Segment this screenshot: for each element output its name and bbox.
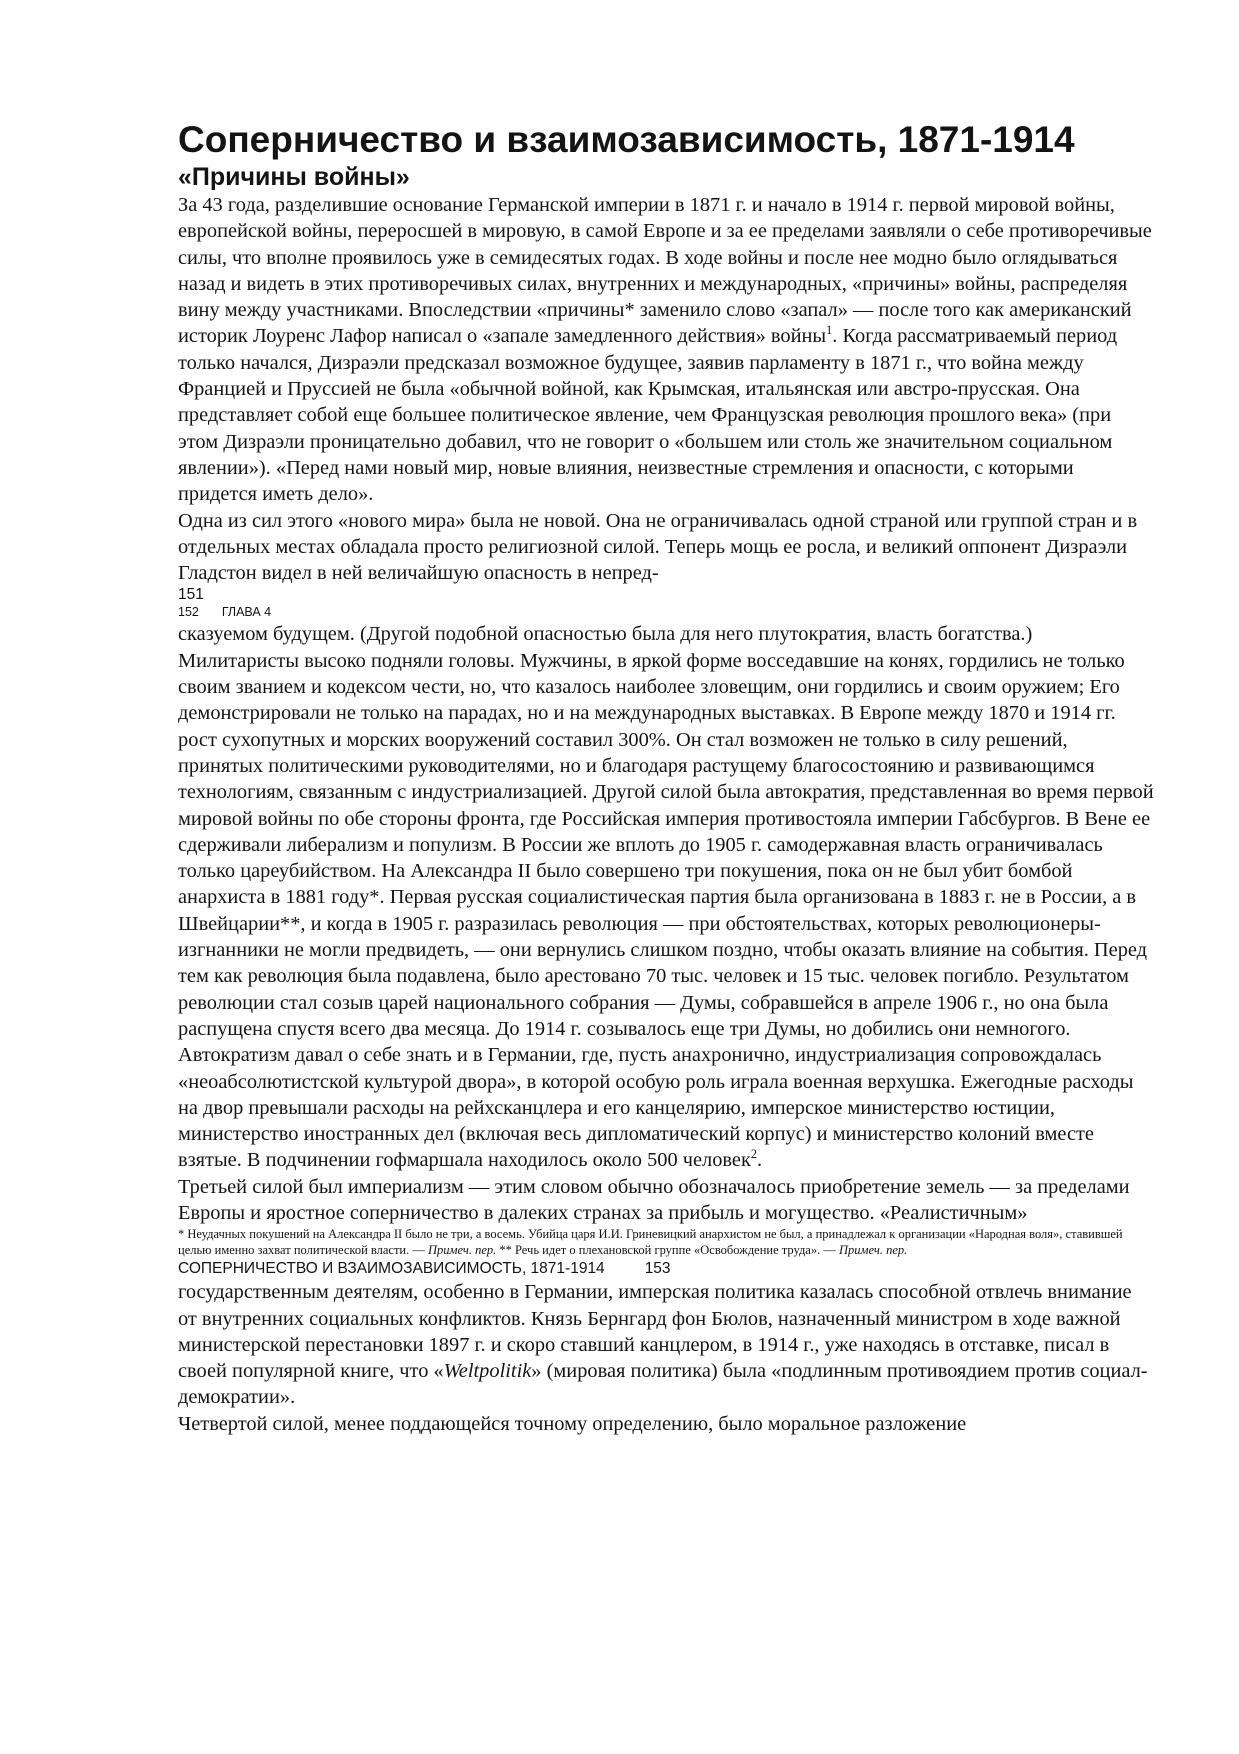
- paragraph-text: государственным деятелям, особенно в Германии, имперская политика казалась способной отвлечь внимание от внутренних социальных конфликтов. Князь Бернгард фон Бюлов, назначенный министром в ходе важной министерской перестановки 1897 г. и скоро ставший канцлером, в 1914 г., уже находясь в отставке, писал в своей популярной книге, что «: [178, 1281, 1132, 1383]
- translator-note: Примеч. пер.: [427, 1243, 497, 1258]
- document-page: [178, 118, 1154, 1437]
- page-number: 151: [178, 586, 204, 604]
- paragraph: [178, 192, 1154, 508]
- paragraph-text: За 43 года, разделившие основание Германской империи в 1871 г. и начало в 1914 г. первой мировой войны, европейской войны, переросшей в мировую, в самой Европе и за ее пределами заявляли о себе противоречивые силы, что вполне проявилось уже в семидесятых годах. В ходе войны и после нее модно было оглядываться назад и видеть в этих противоречивых силах, внутренних и международных, «причины» войны, распределяя вину между участниками. Впоследствии «причины* заменило слово «запал» — после того как американский историк Лоуренс Лафор написал о «запале замедленного действия» войны: [178, 194, 1152, 348]
- running-head-page-number: 153: [644, 1260, 671, 1278]
- footnote-ref: 2: [750, 1147, 758, 1162]
- italic-term: Weltpolitik: [443, 1360, 532, 1383]
- footnote-text: * Неудачных покушений на Александра II было не три, а восемь. Убийца царя И.И. Гриневицкий анархистом не был, а принадлежал к организации «Народная воля», ставившей целью именно захват политической власти. —: [178, 1227, 1123, 1258]
- section-2-text: [178, 621, 1154, 1226]
- paragraph: [178, 621, 1154, 1173]
- translator-note: Примеч. пер.: [838, 1243, 908, 1258]
- paragraph-text: сказуемом будущем. (Другой подобной опасностью была для него плутократия, власть богатства.) Милитаристы высоко подняли головы. Мужчины, в яркой форме восседавшие на конях, гордились не только своим званием и кодексом чести, но, что казалось наиболее зловещим, они гордились и своим оружием; Его демонстрировали не только на парадах, но и на международных выставках. В Европе между 1870 и 1914 гг. рост сухопутных и морских вооружений составил 300%. Он стал возможен не только в силу решений, принятых политическими руководителями, но и благодаря растущему благосостоянию и развивающимся технологиям, связанным с индустриализацией. Другой силой была автократия, представленная во время первой мировой войны по обе стороны фронта, где Российская империя противостояла империи Габсбургов. В Вене ее сдерживали либерализм и популизм. В России же вплоть до 1905 г. самодержавная власть ограничивалась только цареубийством. На Александра II было совершено три покушения, пока он не был убит бомбой анархиста в 1881 году*. Первая русская социалистическая партия была организована в 1883 г. не в России, а в Швейцарии**, и когда в 1905 г. разразилась революция — при обстоятельствах, которых революционеры-изгнанники не могли предвидеть, — они вернулись слишком поздно, чтобы оказать влияние на события. Перед тем как революция была подавлена, было арестовано 70 тыс. человек и 15 тыс. человек погибло. Результатом революции стал созыв царей национального собрания — Думы, собравшейся в апреле 1906 г., но она была распущена спустя всего два месяца. До 1914 г. созывалось еще три Думы, но добились они немногого. Автократизм давал о себе знать и в Германии, где, пусть анахронично, индустриализация сопровождалась «неоабсолютистской культурой двора», в которой особую роль играла военная верхушка. Ежегодные расходы на двор превышали расходы на рейхсканцлера и его канцелярию, имперское министерство юстиции, министерство иностранных дел (включая весь дипломатический корпус) и министерство колоний вместе взятые. В подчинении гофмаршала находилось около 500 человек: [178, 623, 1154, 1172]
- running-head: [178, 1258, 1154, 1279]
- paragraph-text: » (мировая политика) была «подлинным противоядием против социал-демократии».: [178, 1360, 1148, 1409]
- paragraph: Четвертой силой, менее поддающейся точному определению, было моральное разложение: [178, 1412, 967, 1435]
- paragraph: Третьей силой был империализм — этим словом обычно обозначалось приобретение земель — за пределами Европы и яростное соперничество в далеких странах за прибыль и могущество. «Реалистичным»: [178, 1175, 1130, 1224]
- footnote-text: ** Речь идет о плехановской группе «Освобождение труда». —: [496, 1243, 839, 1258]
- running-head: [178, 604, 1154, 621]
- section-subtitle: «Причины войны»: [178, 163, 410, 191]
- footnote-ref: 1: [826, 323, 833, 338]
- running-head-chapter: ГЛАВА 4: [221, 605, 272, 620]
- section-1-text: [178, 192, 1154, 586]
- paragraph-text: . Когда рассматриваемый период только начался, Дизраэли предсказал возможное будущее, заявив парламенту в 1871 г., что война между Францией и Пруссией не была «обычной войной, как Крымская, итальянская или австро-прусская. Она представляет собой еще большее политическое явление, чем Французская революция прошлого века» (при этом Дизраэли проницательно добавил, что не говорит о «большем или столь же значительном социальном явлении»). «Перед нами новый мир, новые влияния, неизвестные стремления и опасности, с которыми придется иметь дело».: [178, 325, 1118, 506]
- section-3-text: [178, 1279, 1154, 1437]
- running-head-title: СОПЕРНИЧЕСТВО И ВЗАИМОЗАВИСИМОСТЬ, 1871-1914: [178, 1260, 605, 1278]
- paragraph: [178, 1279, 1154, 1410]
- paragraph: Одна из сил этого «нового мира» была не новой. Она не ограничивалась одной страной или группой стран и в отдельных местах обладала просто религиозной силой. Теперь мощь ее росла, и великий оппонент Дизраэли Гладстон видел в ней величайшую опасность в непред-: [178, 509, 1138, 585]
- page-title: Соперничество и взаимозависимость, 1871-1914: [178, 119, 1075, 160]
- footnote: [178, 1226, 1154, 1258]
- paragraph-text: .: [757, 1149, 763, 1172]
- running-head-page-number: 152: [178, 605, 199, 620]
